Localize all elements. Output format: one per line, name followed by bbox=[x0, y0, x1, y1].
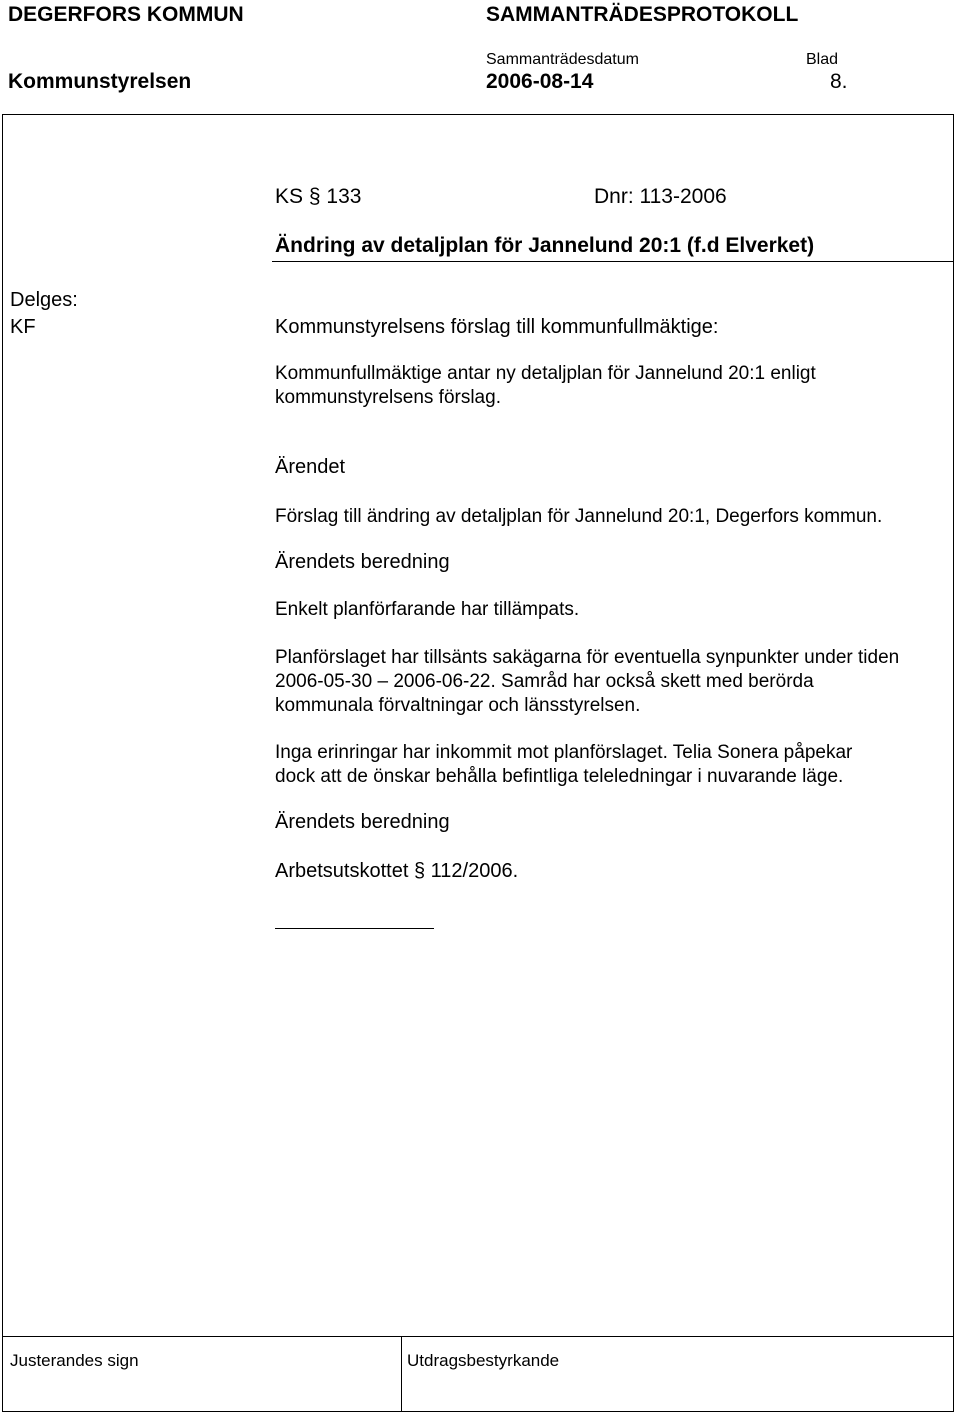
title-rule bbox=[272, 261, 954, 262]
proposal-line-2: kommunstyrelsens förslag. bbox=[275, 387, 501, 408]
proposal-line-1: Kommunfullmäktige antar ny detaljplan för Jannelund 20:1 enligt bbox=[275, 363, 816, 384]
reference-section-symbol: § bbox=[413, 860, 426, 882]
committee-name: Kommunstyrelsen bbox=[8, 70, 192, 93]
dnr: Dnr: 113-2006 bbox=[594, 185, 727, 208]
reference-prefix: Arbetsutskottet bbox=[275, 860, 409, 882]
beredning-heading-1: Ärendets beredning bbox=[275, 551, 450, 573]
arendet-heading: Ärendet bbox=[275, 456, 346, 478]
meeting-date: 2006-08-14 bbox=[486, 70, 594, 93]
case-id bbox=[275, 185, 361, 209]
municipality-name: DEGERFORS KOMMUN bbox=[8, 3, 244, 26]
section-symbol: § bbox=[308, 185, 321, 208]
page-number: 8. bbox=[830, 70, 848, 93]
ks-label: KS bbox=[275, 185, 304, 208]
beredning-paragraph-3-line-2: dock att de önskar behålla befintliga teleledningar i nuvarande läge. bbox=[275, 766, 844, 787]
beredning-paragraph-2-line-2: 2006-05-30 – 2006-06-22. Samråd har också skett med berörda bbox=[275, 671, 814, 692]
closing-rule bbox=[275, 928, 434, 929]
proposal-heading: Kommunstyrelsens förslag till kommunfullmäktige: bbox=[275, 316, 719, 338]
arbetsutskottet-reference bbox=[275, 859, 518, 883]
page-label: Blad bbox=[806, 51, 839, 68]
footer-divider bbox=[401, 1336, 402, 1412]
distribution-recipient: KF bbox=[10, 316, 36, 338]
beredning-paragraph-1: Enkelt planförfarande har tillämpats. bbox=[275, 599, 580, 620]
document-type: SAMMANTRÄDESPROTOKOLL bbox=[486, 3, 799, 26]
case-title: Ändring av detaljplan för Jannelund 20:1 (f.d Elverket) bbox=[275, 234, 815, 257]
utdragsbestyrkande-label: Utdragsbestyrkande bbox=[407, 1351, 560, 1370]
footer-rule bbox=[2, 1336, 954, 1337]
beredning-heading-2: Ärendets beredning bbox=[275, 811, 450, 833]
beredning-paragraph-2-line-1: Planförslaget har tillsänts sakägarna för eventuella synpunkter under tiden bbox=[275, 647, 900, 668]
arendet-text: Förslag till ändring av detaljplan för Jannelund 20:1, Degerfors kommun. bbox=[275, 506, 883, 527]
reference-number: 112/2006. bbox=[430, 860, 519, 882]
ks-number: 133 bbox=[326, 185, 362, 208]
justerandes-sign-label: Justerandes sign bbox=[10, 1351, 139, 1370]
meeting-date-label: Sammanträdesdatum bbox=[486, 51, 639, 68]
beredning-paragraph-3-line-1: Inga erinringar har inkommit mot planförslaget. Telia Sonera påpekar bbox=[275, 742, 853, 763]
distribution-label: Delges: bbox=[10, 289, 78, 311]
beredning-paragraph-2-line-3: kommunala förvaltningar och länsstyrelsen. bbox=[275, 695, 641, 716]
